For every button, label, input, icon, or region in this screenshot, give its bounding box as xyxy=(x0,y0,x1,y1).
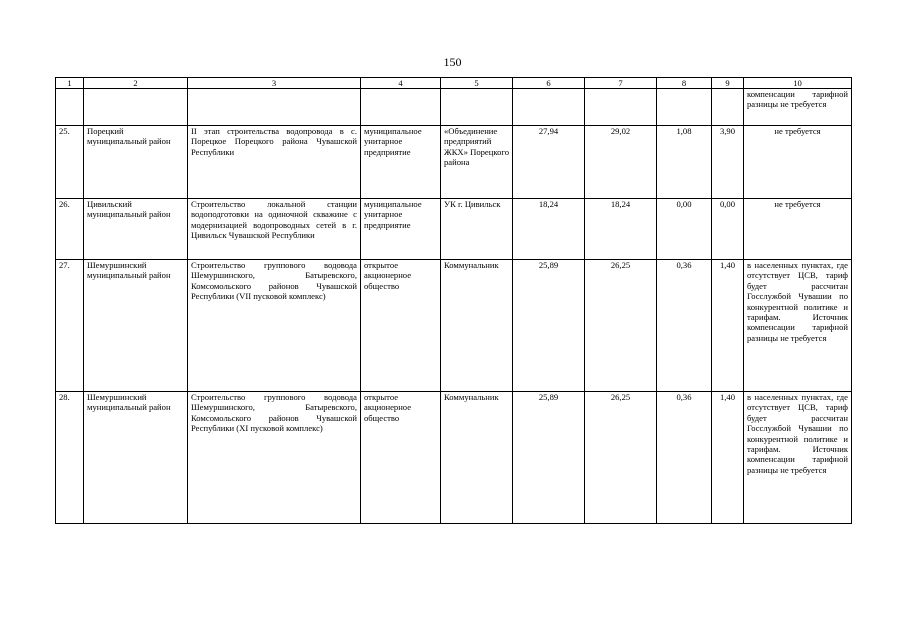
note-cell: в населенных пунктах, где отсутствует ЦСВ, тариф будет рассчитан Госслужбой Чувашии по конкурентной политике и тарифам. Источник компенсации тарифной разницы не требуется xyxy=(744,392,852,524)
note-cell: не требуется xyxy=(744,126,852,199)
row-number-cell: 27. xyxy=(56,260,84,392)
row-number-cell: 25. xyxy=(56,126,84,199)
value-cell xyxy=(513,89,585,126)
column-header: 5 xyxy=(441,78,513,89)
table-row xyxy=(56,126,852,199)
column-header: 6 xyxy=(513,78,585,89)
district-cell: Шемуршинский муниципальный район xyxy=(84,392,188,524)
org-form-cell: открытое акционерное общество xyxy=(361,392,441,524)
table-row xyxy=(56,199,852,260)
value-cell: 0,00 xyxy=(657,199,712,260)
column-header: 1 xyxy=(56,78,84,89)
value-cell: 29,02 xyxy=(585,126,657,199)
organization-cell: Коммунальник xyxy=(441,260,513,392)
value-cell: 18,24 xyxy=(513,199,585,260)
district-cell: Порецкий муниципальный район xyxy=(84,126,188,199)
note-cell: компенсации тарифной разницы не требуется xyxy=(744,89,852,126)
page-number: 150 xyxy=(443,55,462,69)
org-form-cell xyxy=(361,89,441,126)
value-cell: 1,08 xyxy=(657,126,712,199)
project-cell: Строительство группового водовода Шемуршинского, Батыревского, Комсомольского районов Чувашской Республики (XI пусковой комплекс) xyxy=(188,392,361,524)
value-cell xyxy=(657,89,712,126)
column-header: 7 xyxy=(585,78,657,89)
district-cell: Цивильский муниципальный район xyxy=(84,199,188,260)
org-form-cell: открытое акционерное общество xyxy=(361,260,441,392)
column-header: 2 xyxy=(84,78,188,89)
value-cell: 27,94 xyxy=(513,126,585,199)
org-form-cell: муниципальное унитарное предприятие xyxy=(361,126,441,199)
table-row xyxy=(56,260,852,392)
organization-cell: УК г. Цивильск xyxy=(441,199,513,260)
note-cell: не требуется xyxy=(744,199,852,260)
district-cell: Шемуршинский муниципальный район xyxy=(84,260,188,392)
table-row xyxy=(56,392,852,524)
value-cell xyxy=(585,89,657,126)
column-header: 8 xyxy=(657,78,712,89)
organization-cell: «Объединение предприятий ЖКХ» Порецкого района xyxy=(441,126,513,199)
value-cell: 3,90 xyxy=(712,126,744,199)
value-cell: 0,36 xyxy=(657,392,712,524)
value-cell: 1,40 xyxy=(712,392,744,524)
value-cell: 0,00 xyxy=(712,199,744,260)
value-cell: 1,40 xyxy=(712,260,744,392)
project-cell: Строительство группового водовода Шемуршинского, Батыревского, Комсомольского районов Чувашской Республики (VII пусковой комплекс) xyxy=(188,260,361,392)
row-number-cell: 26. xyxy=(56,199,84,260)
value-cell: 25,89 xyxy=(513,392,585,524)
org-form-cell: муниципальное унитарное предприятие xyxy=(361,199,441,260)
row-number-cell xyxy=(56,89,84,126)
project-cell: II этап строительства водопровода в с. Порецкое Порецкого района Чувашской Республики xyxy=(188,126,361,199)
value-cell: 18,24 xyxy=(585,199,657,260)
note-cell: в населенных пунктах, где отсутствует ЦСВ, тариф будет рассчитан Госслужбой Чувашии по конкурентной политике и тарифам. Источник компенсации тарифной разницы не требуется xyxy=(744,260,852,392)
project-cell: Строительство локальной станции водоподготовки на одиночной скважине с модернизацией водопроводных сетей в г. Цивильск Чувашской Республики xyxy=(188,199,361,260)
value-cell: 25,89 xyxy=(513,260,585,392)
organization-cell xyxy=(441,89,513,126)
data-table xyxy=(55,77,852,524)
column-header: 10 xyxy=(744,78,852,89)
district-cell xyxy=(84,89,188,126)
value-cell: 0,36 xyxy=(657,260,712,392)
organization-cell: Коммунальник xyxy=(441,392,513,524)
value-cell: 26,25 xyxy=(585,392,657,524)
header-row xyxy=(56,78,852,89)
project-cell xyxy=(188,89,361,126)
table-row xyxy=(56,89,852,126)
column-header: 3 xyxy=(188,78,361,89)
column-header: 9 xyxy=(712,78,744,89)
value-cell xyxy=(712,89,744,126)
column-header: 4 xyxy=(361,78,441,89)
row-number-cell: 28. xyxy=(56,392,84,524)
value-cell: 26,25 xyxy=(585,260,657,392)
